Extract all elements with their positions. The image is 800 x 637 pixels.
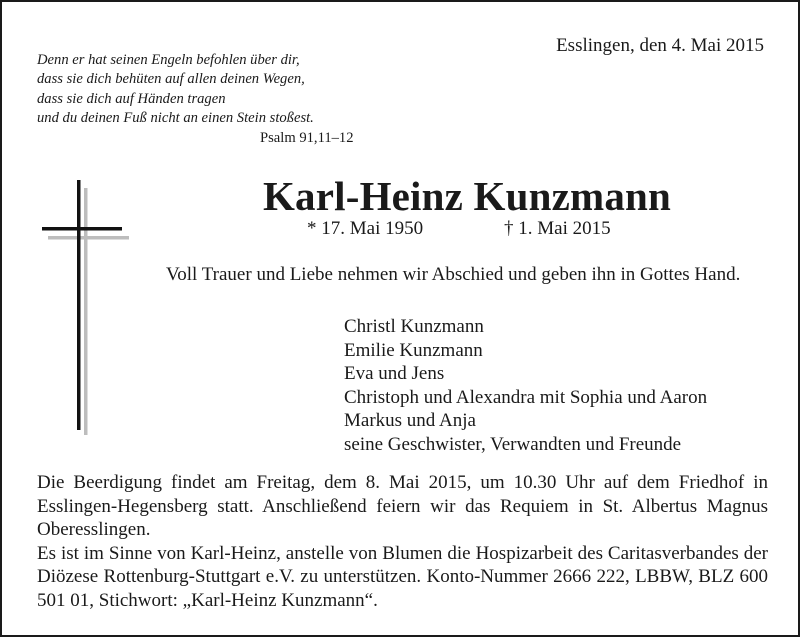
mourner: Emilie Kunzmann xyxy=(344,339,483,361)
deceased-name: Karl-Heinz Kunzmann xyxy=(262,173,672,219)
cross-horizontal xyxy=(42,227,122,231)
cross-shadow-vertical xyxy=(84,188,88,435)
funeral-details xyxy=(37,471,768,612)
verse-line: dass sie dich behüten auf allen deinen Wegen, xyxy=(37,71,305,88)
birth-date: * 17. Mai 1950 xyxy=(307,218,424,239)
place-date: Esslingen, den 4. Mai 2015 xyxy=(556,35,764,56)
verse-reference: Psalm 91,11–12 xyxy=(260,130,354,146)
verse-line: dass sie dich auf Händen tragen xyxy=(37,90,226,107)
mourner: Christl Kunzmann xyxy=(344,316,484,337)
psalm-verse xyxy=(37,51,397,128)
mourner: Eva und Jens xyxy=(344,363,445,384)
death-date: † 1. Mai 2015 xyxy=(504,218,611,239)
mourner: seine Geschwister, Verwandten und Freunde xyxy=(344,433,682,455)
verse-line: Denn er hat seinen Engeln befohlen über dir, xyxy=(37,52,300,68)
mourner: Markus und Anja xyxy=(344,410,476,431)
mourners-list xyxy=(344,315,707,456)
verse-line: und du deinen Fuß nicht an einen Stein stoßest. xyxy=(37,109,314,126)
funeral-info: Die Beerdigung findet am Freitag, dem 8. Mai 2015, um 10.30 Uhr auf dem Friedhof in Esslingen-Hegensberg statt. Anschließend feiern wir das Requiem in St. Albertus Magnus Oberesslingen. xyxy=(37,472,768,540)
mourner: Christoph und Alexandra mit Sophia und Aaron xyxy=(344,386,708,408)
farewell-message: Voll Trauer und Liebe nehmen wir Abschied und geben ihn in Gottes Hand. xyxy=(166,264,741,285)
donation-info: Es ist im Sinne von Karl-Heinz, anstelle von Blumen die Hospizarbeit des Caritasverbandes der Diözese Rottenburg-Stuttgart e.V. zu unterstützen. Konto-Nummer 2666 222, LBBW, BLZ 600 501 01, Stichwort: „Karl-Heinz Kunzmann“. xyxy=(37,542,768,611)
cross-shadow-horizontal xyxy=(48,236,129,240)
